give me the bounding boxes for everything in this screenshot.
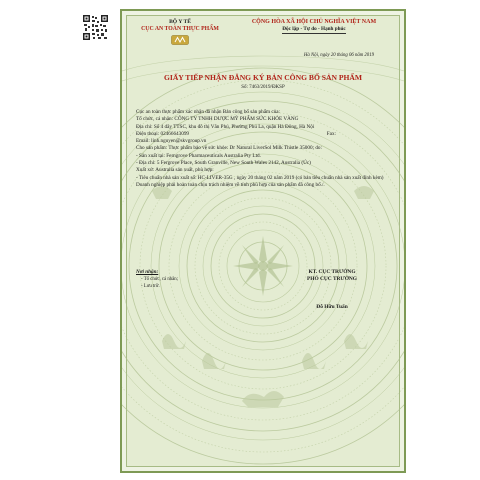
- origin-line: Xuất xứ: Australia sản xuất, phù hợp:: [136, 167, 214, 174]
- document-title: GIẤY TIẾP NHẬN ĐĂNG KÝ BẢN CÔNG BỐ SẢN PHẨM: [163, 73, 363, 82]
- ministry-name: BỘ Y TẾ: [169, 19, 191, 25]
- phone-line: Điện thoại: 02466643099: [136, 130, 190, 137]
- recipients-block: [136, 269, 246, 290]
- address-line: Địa chỉ: Số 4 dãy TTSC, khu đô thị Văn Phú, Phường Phú La, quận Hà Đông, Hà Nội: [136, 123, 315, 130]
- fax-line: Fax:: [326, 130, 336, 137]
- email-line: Email: linh.nguyen@skvgroup.vn: [136, 138, 207, 145]
- certificate-document: [120, 9, 406, 473]
- motto-underline: [282, 33, 346, 34]
- department-name: CỤC AN TOÀN THỰC PHẨM: [141, 26, 219, 32]
- document-number: Số: 7463/2019/ĐKSP: [241, 85, 285, 90]
- manufacturer-address-line: - Địa chỉ: 5 Fergrove Place, South Granville, New South Wales 2142, Australia (Úc): [136, 160, 311, 167]
- vfa-logo-icon: [171, 35, 189, 45]
- responsibility-line: Doanh nghiệp phải hoàn toàn chịu trách nhiệm về tính phù hợp của sản phẩm đã công bố./.: [136, 181, 325, 188]
- signature-block: [274, 269, 390, 283]
- organization-line: Tổ chức, cá nhân: CÔNG TY TNHH DƯỢC MỸ PHẨM SỨC KHỎE VÀNG: [136, 116, 299, 123]
- signer-position: PHÓ CỤC TRƯỞNG: [306, 276, 357, 282]
- recipients-heading: Nơi nhận:: [136, 269, 159, 275]
- signing-authority: KT. CỤC TRƯỞNG: [308, 269, 356, 275]
- certificate-body: [136, 109, 398, 189]
- recipient-item: - Lưu trữ.: [141, 284, 160, 289]
- national-motto: Độc lập - Tự do - Hạnh phúc: [282, 26, 346, 32]
- standard-line: - Tiêu chuẩn nhà sản xuất số: HC-LIVER-35G , ngày 20 tháng 02 năm 2019 (có bản tiêu chuẩn nhà sản xuất đính kèm): [136, 174, 384, 181]
- qr-code-icon: [82, 14, 109, 41]
- signer-name: Đỗ Hữu Tuấn: [316, 304, 348, 310]
- issue-date: Hà Nội, ngày 20 tháng 06 năm 2019: [303, 53, 374, 58]
- intro-line: Cục an toàn thực phẩm xác nhận đã nhận Bản công bố sản phẩm của:: [136, 109, 280, 115]
- contact-row: [136, 131, 336, 138]
- nation-name: CỘNG HÒA XÃ HỘI CHỦ NGHĨA VIỆT NAM: [251, 19, 377, 25]
- product-line: Cho sản phẩm: Thực phẩm bảo vệ sức khỏe: Dr Natural LiverSol Milk Thistle 35000; do:: [136, 145, 322, 152]
- manufacturer-line: - Sản xuất tại: Ferngrove Pharmaceuticals Australia Pty Ltd.: [136, 152, 261, 159]
- recipient-item: - Tổ chức, cá nhân;: [141, 277, 179, 282]
